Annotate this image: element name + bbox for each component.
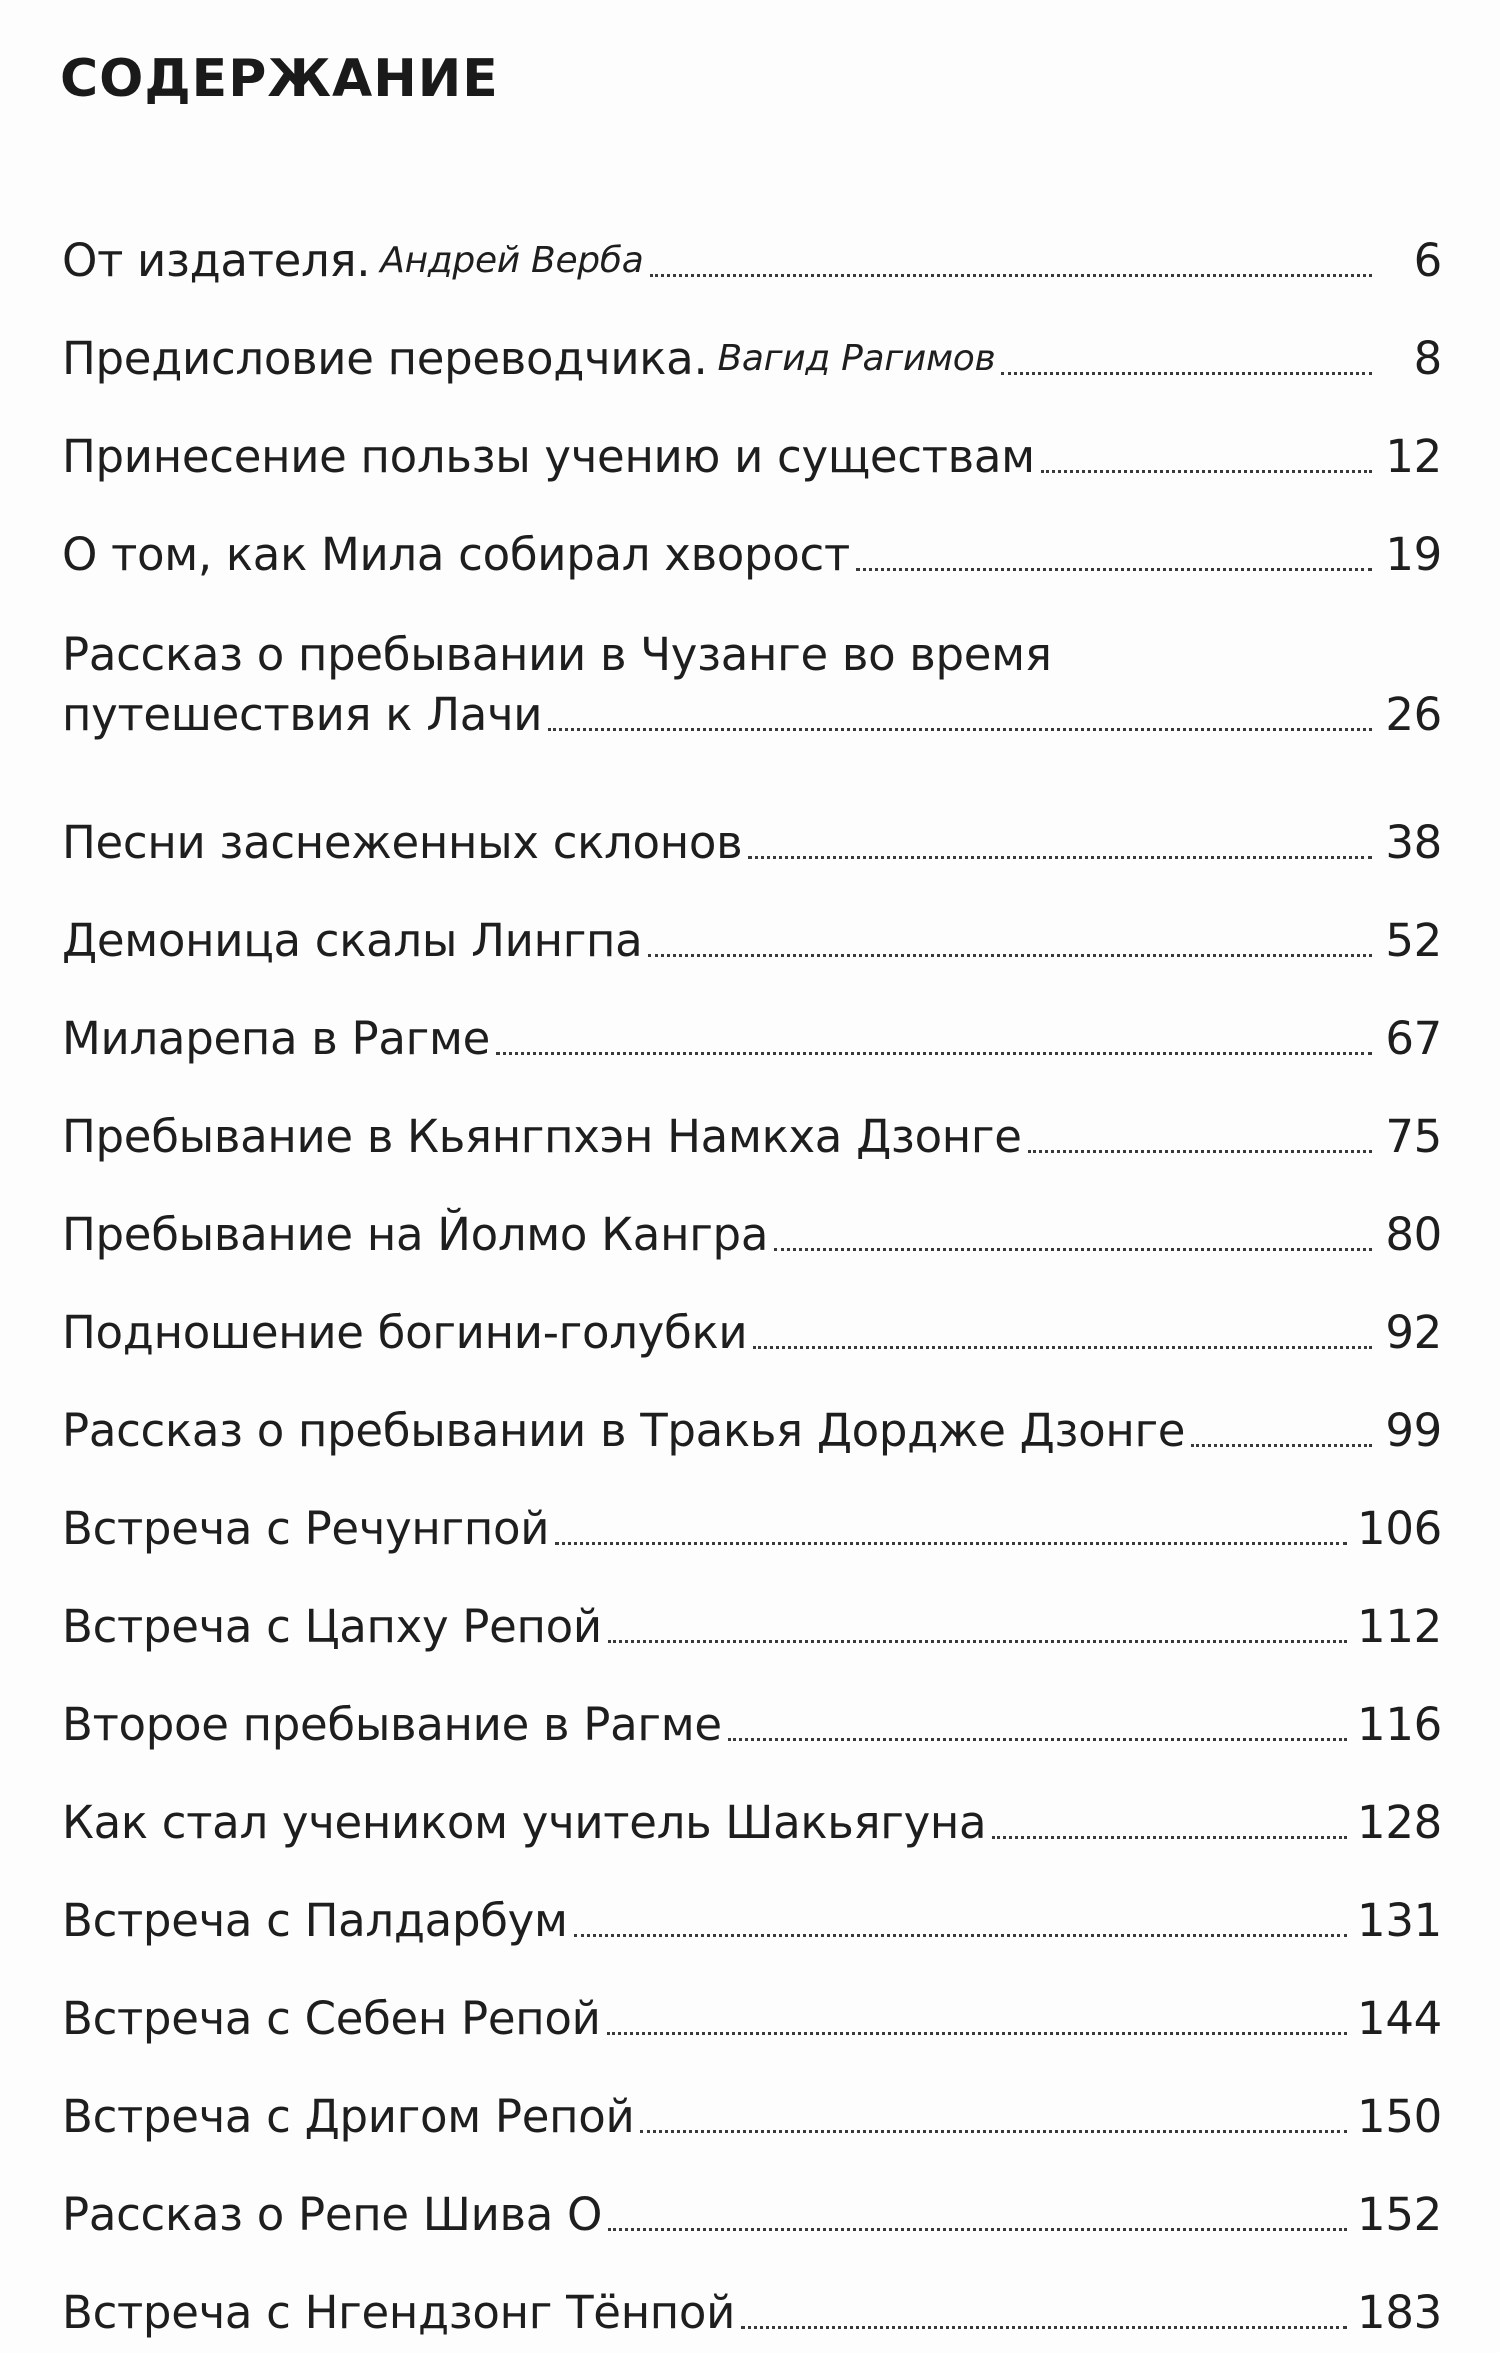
dot-leader [548, 728, 1372, 731]
dot-leader [608, 2228, 1347, 2231]
toc-entry-title: Встреча с Цапху Репой [62, 1600, 602, 1653]
toc-entry [62, 205, 1442, 303]
toc-entry [62, 1473, 1442, 1571]
toc-entry-page: 19 [1385, 528, 1442, 581]
dot-leader [496, 1052, 1372, 1055]
toc-entry [62, 1865, 1442, 1963]
toc-entry-title: Встреча с Речунгпой [62, 1502, 550, 1555]
toc-entry [62, 1767, 1442, 1865]
dot-leader [1028, 1150, 1372, 1153]
toc-entry-title: Рассказ о пребывании в Тракья Дордже Дзонге [62, 1404, 1186, 1457]
toc-entry-page: 75 [1385, 1110, 1442, 1163]
dot-leader [1041, 470, 1372, 473]
toc-entry-title: Песни заснеженных склонов [62, 816, 743, 869]
toc-entry-page: 52 [1385, 914, 1442, 967]
toc-entry-title: Миларепа в Рагме [62, 1012, 490, 1065]
page-title: СОДЕРЖАНИЕ [60, 49, 499, 109]
toc-entry-title: Принесение пользы учению и существам [62, 430, 1035, 483]
dot-leader [608, 1640, 1347, 1643]
toc-entry [62, 2257, 1442, 2355]
toc-entry-title: Второе пребывание в Рагме [62, 1698, 722, 1751]
toc-entry [62, 1571, 1442, 1669]
dot-leader [648, 954, 1372, 957]
toc-entry-title: Подношение богини-голубки [62, 1306, 748, 1359]
dot-leader [1191, 1444, 1372, 1447]
toc-entry [62, 983, 1442, 1081]
dot-leader [728, 1738, 1347, 1741]
toc-entry [62, 401, 1442, 499]
toc-entry-title-line1: Рассказ о пребывании в Чузанге во время [62, 628, 1052, 681]
toc-entry-title: Предисловие переводчика. [62, 332, 708, 385]
toc-entry [62, 2159, 1442, 2257]
toc-entry-page: 183 [1357, 2286, 1442, 2339]
toc-entry-page: 106 [1357, 1502, 1442, 1555]
dot-leader [753, 1346, 1372, 1349]
toc-entry-title: От издателя. [62, 234, 371, 287]
toc-entry-title: Встреча с Дригом Репой [62, 2090, 635, 2143]
toc-entry-page: 128 [1357, 1796, 1442, 1849]
dot-leader [640, 2130, 1347, 2133]
toc-entry-page: 150 [1357, 2090, 1442, 2143]
toc-entry-page: 152 [1357, 2188, 1442, 2241]
toc-entry-title: Пребывание на Йолмо Кангра [62, 1208, 769, 1261]
toc-entry-author: Андрей Верба [380, 240, 644, 281]
toc-entry-title: О том, как Мила собирал хворост [62, 528, 850, 581]
toc-entry [62, 303, 1442, 401]
toc-entry [62, 885, 1442, 983]
table-of-contents [62, 205, 1442, 2355]
toc-entry [62, 1963, 1442, 2061]
toc-entry [62, 1375, 1442, 1473]
toc-entry [62, 1081, 1442, 1179]
toc-entry [62, 2061, 1442, 2159]
toc-entry-title: Встреча с Себен Репой [62, 1992, 601, 2045]
toc-entry [62, 499, 1442, 597]
dot-leader [1001, 372, 1372, 375]
toc-entry [62, 1669, 1442, 1767]
toc-entry-page: 38 [1385, 816, 1442, 869]
toc-entry [62, 627, 1442, 787]
toc-entry-title: Пребывание в Кьянгпхэн Намкха Дзонге [62, 1110, 1022, 1163]
toc-entry-title: путешествия к Лачи [62, 688, 543, 741]
dot-leader [650, 274, 1372, 277]
toc-entry-second-line [62, 683, 1442, 743]
toc-entry-author: Вагид Рагимов [717, 338, 996, 379]
toc-entry [62, 787, 1442, 885]
toc-entry-page: 92 [1385, 1306, 1442, 1359]
toc-entry-page: 6 [1413, 234, 1442, 287]
toc-entry [62, 1277, 1442, 1375]
toc-entry [62, 1179, 1442, 1277]
dot-leader [741, 2326, 1347, 2329]
toc-entry-page: 131 [1357, 1894, 1442, 1947]
toc-entry-page: 12 [1385, 430, 1442, 483]
toc-entry-page: 144 [1357, 1992, 1442, 2045]
toc-entry-page: 26 [1385, 688, 1442, 741]
dot-leader [574, 1934, 1347, 1937]
dot-leader [992, 1836, 1347, 1839]
dot-leader [555, 1542, 1347, 1545]
dot-leader [607, 2032, 1347, 2035]
toc-entry-title: Встреча с Палдарбум [62, 1894, 568, 1947]
toc-entry-title: Встреча с Нгендзонг Тёнпой [62, 2286, 736, 2339]
toc-entry-page: 116 [1357, 1698, 1442, 1751]
toc-entry-page: 112 [1357, 1600, 1442, 1653]
toc-entry-page: 80 [1385, 1208, 1442, 1261]
dot-leader [748, 856, 1372, 859]
toc-entry-title: Демоница скалы Лингпа [62, 914, 643, 967]
dot-leader [856, 568, 1372, 571]
toc-entry-title: Как стал учеником учитель Шакьягуна [62, 1796, 987, 1849]
dot-leader [774, 1248, 1372, 1251]
toc-entry-title: Рассказ о Репе Шива О [62, 2188, 603, 2241]
toc-entry-page: 8 [1413, 332, 1442, 385]
toc-entry-page: 99 [1385, 1404, 1442, 1457]
toc-entry-page: 67 [1385, 1012, 1442, 1065]
